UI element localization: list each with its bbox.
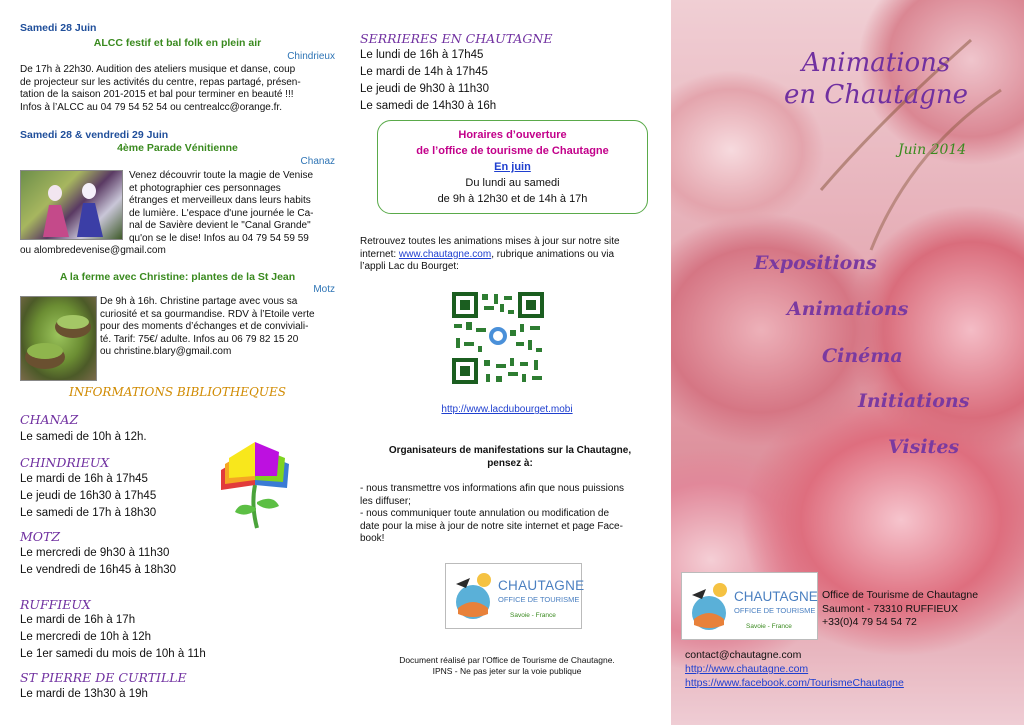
website-link[interactable]: http://www.chautagne.com xyxy=(685,663,809,675)
office-phone: +33(0)4 79 54 54 72 xyxy=(822,616,917,628)
text-line: Le samedi de 10h à 12h. xyxy=(20,431,147,443)
logo-emblem-icon xyxy=(686,577,732,635)
text-line: - nous transmettre vos informations afin que nous puissions xyxy=(360,483,625,494)
costume-figures-icon xyxy=(21,171,122,239)
text-line: Document réalisé par l’Office de Tourisme de Chautagne. xyxy=(399,655,615,665)
website-link[interactable]: www.chautagne.com xyxy=(398,248,492,260)
text-line: Le samedi de 17h à 18h30 xyxy=(20,507,157,519)
library-hours xyxy=(20,686,148,703)
library-name: ST PIERRE DE CURTILLE xyxy=(20,670,187,685)
text-line: IPNS - Ne pas jeter sur la voie publique xyxy=(432,666,582,676)
library-name: MOTZ xyxy=(20,529,61,544)
organisers-title xyxy=(360,444,660,470)
library-hours xyxy=(20,471,156,522)
text-line: Infos à l’ALCC au 04 79 54 52 54 ou centrealcc@orange.fr. xyxy=(20,101,282,113)
event-place: Chindrieux xyxy=(287,51,335,62)
tagline-cinema: Cinéma xyxy=(822,345,903,367)
text-line: date pour la mise à jour de notre site internet et page Face- xyxy=(360,520,623,532)
event-title: ALCC festif et bal folk en plein air xyxy=(93,37,262,49)
text-fragment: internet: xyxy=(360,248,397,260)
text-line: qu'on se le dise! Infos au 04 79 54 59 59 xyxy=(129,232,309,244)
hours-title: de l’office de tourisme de Chautagne xyxy=(416,145,609,157)
office-address xyxy=(822,589,978,630)
text-fragment: , rubrique animations ou via xyxy=(491,248,615,260)
text-line: Organisateurs de manifestations sur la Chautagne, xyxy=(388,445,632,456)
event-title: 4ème Parade Vénitienne xyxy=(117,142,238,154)
contact-block xyxy=(685,648,904,690)
lacdubourget-link[interactable]: http://www.lacdubourget.mobi xyxy=(441,404,573,415)
text-line: de projecteur sur les activités du centre, repas partagé, présen- xyxy=(20,76,301,88)
text-line: étranges et merveilleux dans leurs habits xyxy=(129,195,311,206)
library-name: CHANAZ xyxy=(20,412,79,427)
library-name: RUFFIEUX xyxy=(20,597,91,612)
library-hours xyxy=(20,545,176,579)
middle-panel xyxy=(343,0,671,725)
text-line: Le 1er samedi du mois de 10h à 11h xyxy=(20,648,206,660)
office-name: Office de Tourisme de Chautagne xyxy=(822,589,979,601)
opening-hours-box xyxy=(377,120,648,214)
office-street: Saumont - 73310 RUFFIEUX xyxy=(822,602,958,615)
text-line: tation de la saison 201-2015 et bal pour terminer en beauté !!! xyxy=(20,89,294,100)
text-line xyxy=(360,249,660,262)
library-name: SERRIERES EN CHAUTAGNE xyxy=(360,31,553,46)
text-line: et photographier ces personnages xyxy=(129,182,281,194)
herb-baskets-photo xyxy=(20,296,97,381)
libraries-heading: INFORMATIONS BIBLIOTHEQUES xyxy=(69,385,286,399)
text-line: Le jeudi de 16h30 à 17h45 xyxy=(20,490,157,502)
book-flower-icon xyxy=(215,430,295,530)
logo-emblem-icon xyxy=(450,568,496,624)
text-line: Le mardi de 14h à 17h45 xyxy=(360,66,488,78)
facebook-link[interactable]: https://www.facebook.com/TourismeChautagne xyxy=(685,677,904,689)
event-place: Chanaz xyxy=(300,156,335,167)
logo-name: CHAUTAGNE xyxy=(734,589,818,604)
library-hours xyxy=(20,429,147,446)
event-description xyxy=(129,170,335,245)
text-line: Le samedi de 14h30 à 16h xyxy=(360,100,497,112)
text-line: De 9h à 16h. Christine partage avec vous sa xyxy=(100,296,298,307)
tagline-animations: Animations xyxy=(787,298,909,320)
event-place: Motz xyxy=(313,284,335,295)
text-line: Le mardi de 16h à 17h45 xyxy=(20,473,148,485)
hours-title: Horaires d’ouverture xyxy=(458,129,567,141)
text-line: nal de Savière devient le "Canal Grande" xyxy=(129,220,311,231)
chautagne-logo xyxy=(445,563,585,629)
text-line: - nous communiquer toute annulation ou modification de xyxy=(360,508,610,519)
event-title: A la ferme avec Christine: plantes de la St Jean xyxy=(59,271,296,283)
hours-season: En juin xyxy=(494,161,531,173)
cover-date: Juin 2014 xyxy=(898,142,967,158)
logo-name: CHAUTAGNE xyxy=(498,578,585,593)
logo-subtitle: OFFICE DE TOURISME xyxy=(734,606,816,615)
web-intro xyxy=(360,236,660,274)
tagline-initiations: Initiations xyxy=(858,390,970,412)
hours-times: de 9h à 12h30 et de 14h à 17h xyxy=(437,193,588,205)
venetian-parade-photo xyxy=(20,170,123,240)
event-description xyxy=(20,64,338,114)
text-line: curiosité et sa gourmandise. RDV à l’Etoile verte xyxy=(100,308,315,320)
title-line: Animations xyxy=(801,48,951,78)
chautagne-logo xyxy=(681,572,818,640)
text-line: l’appli Lac du Bourget: xyxy=(360,261,459,272)
text-line: pour des moments d’échanges et de conviviali- xyxy=(100,321,309,332)
text-line: de lumière. L'espace d'une journée le Ca- xyxy=(129,207,314,219)
left-panel xyxy=(0,0,343,725)
text-line: Le mardi de 16h à 17h xyxy=(20,614,136,626)
event-contact: ou alombredevenise@gmail.com xyxy=(20,245,166,256)
basket-icon xyxy=(21,297,96,380)
cover-title xyxy=(741,47,1011,111)
event-description xyxy=(100,296,336,359)
tagline-visites: Visites xyxy=(888,436,960,458)
text-line: Le mardi de 13h30 à 19h xyxy=(20,688,148,700)
footer-note xyxy=(343,655,671,677)
logo-subtitle: OFFICE DE TOURISME xyxy=(498,595,580,604)
library-hours xyxy=(360,47,496,115)
text-line: ou christine.blary@gmail.com xyxy=(100,346,232,357)
title-line: en Chautagne xyxy=(783,80,968,110)
logo-region: Savoie - France xyxy=(746,623,792,630)
text-line: De 17h à 22h30. Audition des ateliers musique et danse, coup xyxy=(20,64,296,75)
logo-region: Savoie - France xyxy=(510,612,556,619)
text-line: Le jeudi de 9h30 à 11h30 xyxy=(360,83,489,95)
qr-code[interactable] xyxy=(450,290,546,386)
text-line: Le mercredi de 9h30 à 11h30 xyxy=(20,547,170,559)
library-name: CHINDRIEUX xyxy=(20,455,110,470)
organisers-instructions xyxy=(360,483,660,546)
text-line: Venez découvrir toute la magie de Venise xyxy=(129,170,314,181)
text-line: Le mercredi de 10h à 12h xyxy=(20,631,152,643)
cover-panel xyxy=(671,0,1024,725)
contact-email[interactable]: contact@chautagne.com xyxy=(685,649,802,661)
text-line: té. Tarif: 75€/ adulte. Infos au 06 79 82 15 20 xyxy=(100,333,299,345)
tagline-expositions: Expositions xyxy=(754,252,877,274)
text-line: pensez à: xyxy=(487,458,533,469)
event-date: Samedi 28 & vendredi 29 Juin xyxy=(20,129,169,141)
text-line: Retrouvez toutes les animations mises à jour sur notre site xyxy=(360,236,620,247)
library-hours xyxy=(20,612,206,663)
text-line: Le lundi de 16h à 17h45 xyxy=(360,49,484,61)
event-date: Samedi 28 Juin xyxy=(20,22,97,34)
text-line: les diffuser; xyxy=(360,495,411,507)
text-line: Le vendredi de 16h45 à 18h30 xyxy=(20,564,177,576)
hours-days: Du lundi au samedi xyxy=(465,177,560,189)
text-line: book! xyxy=(360,533,385,544)
